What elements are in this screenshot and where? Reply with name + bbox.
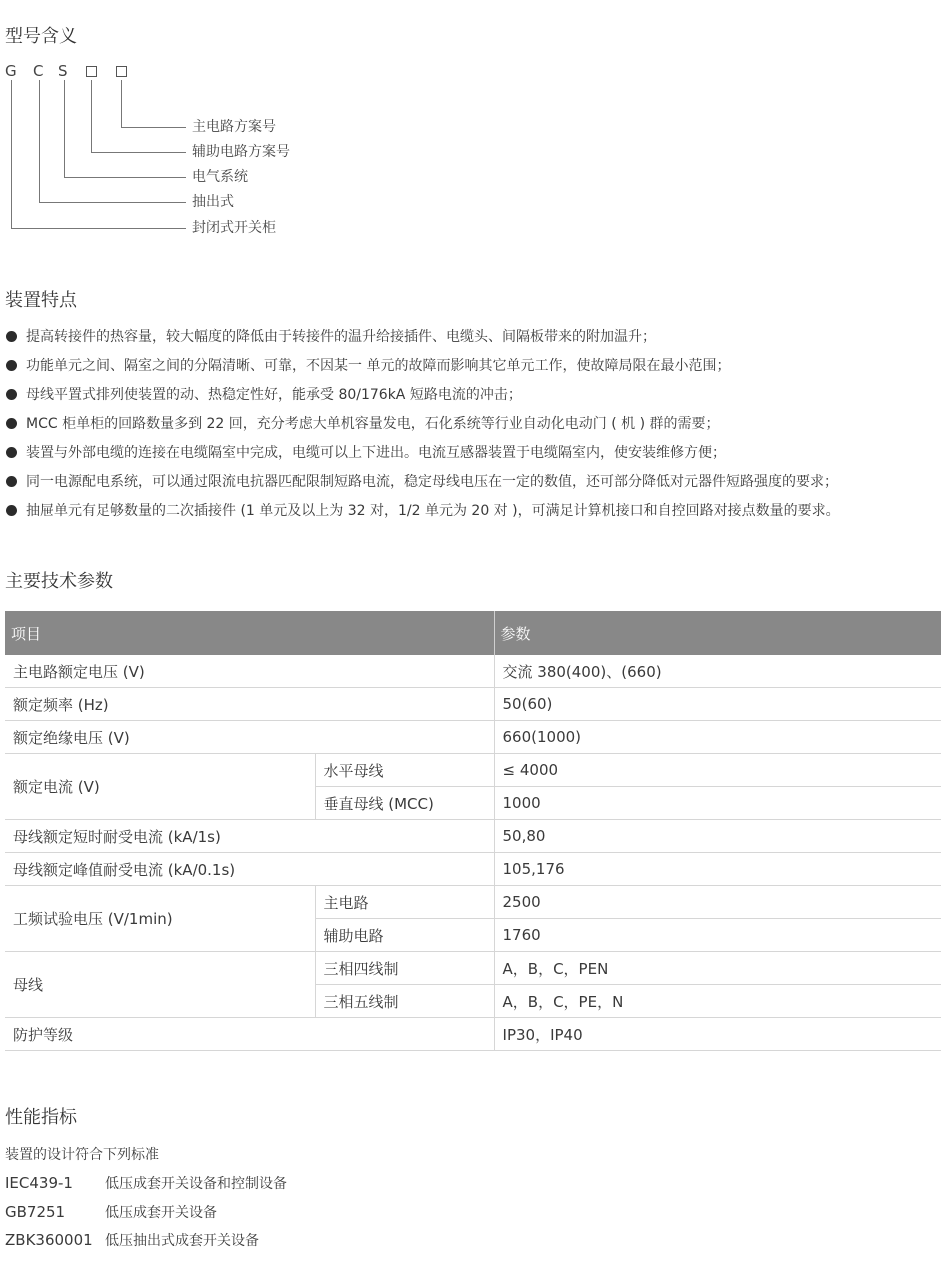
cell-sublabel: 辅助电路 xyxy=(315,919,494,952)
features-heading: 装置特点 xyxy=(5,290,77,311)
feature-item: 功能单元之间、隔室之间的分隔清晰、可靠，不因某一 单元的故障而影响其它单元工作，使故障局限在最小范围； xyxy=(5,354,940,383)
cell-value: 660(1000) xyxy=(494,721,941,754)
cell-value: ≤ 4000 xyxy=(494,754,941,787)
cell-value: IP30，IP40 xyxy=(494,1018,941,1051)
cell-label: 额定电流 (V) xyxy=(5,754,315,820)
cell-value: 1000 xyxy=(494,787,941,820)
cell-sublabel: 水平母线 xyxy=(315,754,494,787)
bullet-icon xyxy=(6,418,17,429)
feature-item: 提高转接件的热容量，较大幅度的降低由于转接件的温升给接插件、电缆头、间隔板带来的附加温升； xyxy=(5,325,940,354)
bullet-icon xyxy=(6,389,17,400)
features-list xyxy=(5,325,940,528)
table-row xyxy=(5,886,941,919)
table-row xyxy=(5,1018,941,1051)
table-row xyxy=(5,688,941,721)
table-row xyxy=(5,754,941,787)
cell-value: 1760 xyxy=(494,919,941,952)
code-label-enclosed: 封闭式开关柜 xyxy=(192,220,276,236)
cell-value: 50,80 xyxy=(494,820,941,853)
table-row xyxy=(5,655,941,688)
table-row xyxy=(5,820,941,853)
cell-value: 50(60) xyxy=(494,688,941,721)
cell-label: 主电路额定电压 (V) xyxy=(5,655,494,688)
cell-value: 105,176 xyxy=(494,853,941,886)
code-label-electric-system: 电气系统 xyxy=(192,169,248,185)
cell-label: 额定频率 (Hz) xyxy=(5,688,494,721)
standard-row xyxy=(5,1230,259,1250)
cell-sublabel: 主电路 xyxy=(315,886,494,919)
standard-desc: 低压成套开关设备 xyxy=(105,1205,217,1221)
specs-table xyxy=(5,611,941,1051)
cell-sublabel: 垂直母线 (MCC) xyxy=(315,787,494,820)
cell-value: 交流 380(400)、(660) xyxy=(494,655,941,688)
cell-label: 母线额定峰值耐受电流 (kA/0.1s) xyxy=(5,853,494,886)
code-label-aux-circuit: 辅助电路方案号 xyxy=(192,144,290,160)
standard-desc: 低压成套开关设备和控制设备 xyxy=(105,1176,287,1192)
code-label-main-circuit: 主电路方案号 xyxy=(192,119,276,135)
standard-row xyxy=(5,1173,287,1193)
bullet-icon xyxy=(6,331,17,342)
feature-item: 抽屉单元有足够数量的二次插接件 (1 单元及以上为 32 对，1/2 单元为 20 对 )，可满足计算机接口和自控回路对接点数量的要求。 xyxy=(5,499,940,528)
feature-item: 同一电源配电系统，可以通过限流电抗器匹配限制短路电流，稳定母线电压在一定的数值，还可部分降低对元器件短路强度的要求； xyxy=(5,470,940,499)
bullet-icon xyxy=(6,447,17,458)
bullet-icon xyxy=(6,476,17,487)
cell-label: 防护等级 xyxy=(5,1018,494,1051)
code-letter-c: C xyxy=(33,62,44,80)
cell-label: 母线额定短时耐受电流 (kA/1s) xyxy=(5,820,494,853)
standard-code: IEC439-1 xyxy=(5,1174,73,1192)
column-header-item: 项目 xyxy=(5,611,494,655)
cell-label: 额定绝缘电压 (V) xyxy=(5,721,494,754)
cell-sublabel: 三相四线制 xyxy=(315,952,494,985)
code-letter-s: S xyxy=(58,62,68,80)
standards-intro: 装置的设计符合下列标准 xyxy=(5,1147,159,1163)
specs-heading: 主要技术参数 xyxy=(5,571,113,592)
cell-value: A，B，C，PEN xyxy=(494,952,941,985)
table-row xyxy=(5,853,941,886)
standard-desc: 低压抽出式成套开关设备 xyxy=(105,1233,259,1249)
bullet-icon xyxy=(6,360,17,371)
code-letter-g: G xyxy=(5,62,17,80)
bullet-icon xyxy=(6,505,17,516)
code-box-main xyxy=(116,66,127,77)
table-row xyxy=(5,952,941,985)
feature-item: MCC 柜单柜的回路数量多到 22 回，充分考虑大单机容量发电，石化系统等行业自动化电动门 ( 机 ) 群的需要； xyxy=(5,412,940,441)
performance-heading: 性能指标 xyxy=(5,1107,77,1128)
table-header-row xyxy=(5,611,941,655)
feature-item: 装置与外部电缆的连接在电缆隔室中完成，电缆可以上下进出。电流互感器装置于电缆隔室内，使安装维修方便； xyxy=(5,441,940,470)
table-row xyxy=(5,721,941,754)
standard-row xyxy=(5,1202,217,1222)
code-label-drawout: 抽出式 xyxy=(192,194,234,210)
column-header-param: 参数 xyxy=(494,611,941,655)
feature-item: 母线平置式排列使装置的动、热稳定性好，能承受 80/176kA 短路电流的冲击； xyxy=(5,383,940,412)
standard-code: GB7251 xyxy=(5,1203,66,1221)
cell-value: 2500 xyxy=(494,886,941,919)
code-box-auxiliary xyxy=(86,66,97,77)
model-heading: 型号含义 xyxy=(5,26,77,47)
cell-sublabel: 三相五线制 xyxy=(315,985,494,1018)
cell-label: 工频试验电压 (V/1min) xyxy=(5,886,315,952)
standard-code: ZBK360001 xyxy=(5,1231,93,1249)
cell-value: A，B，C，PE，N xyxy=(494,985,941,1018)
cell-label: 母线 xyxy=(5,952,315,1018)
